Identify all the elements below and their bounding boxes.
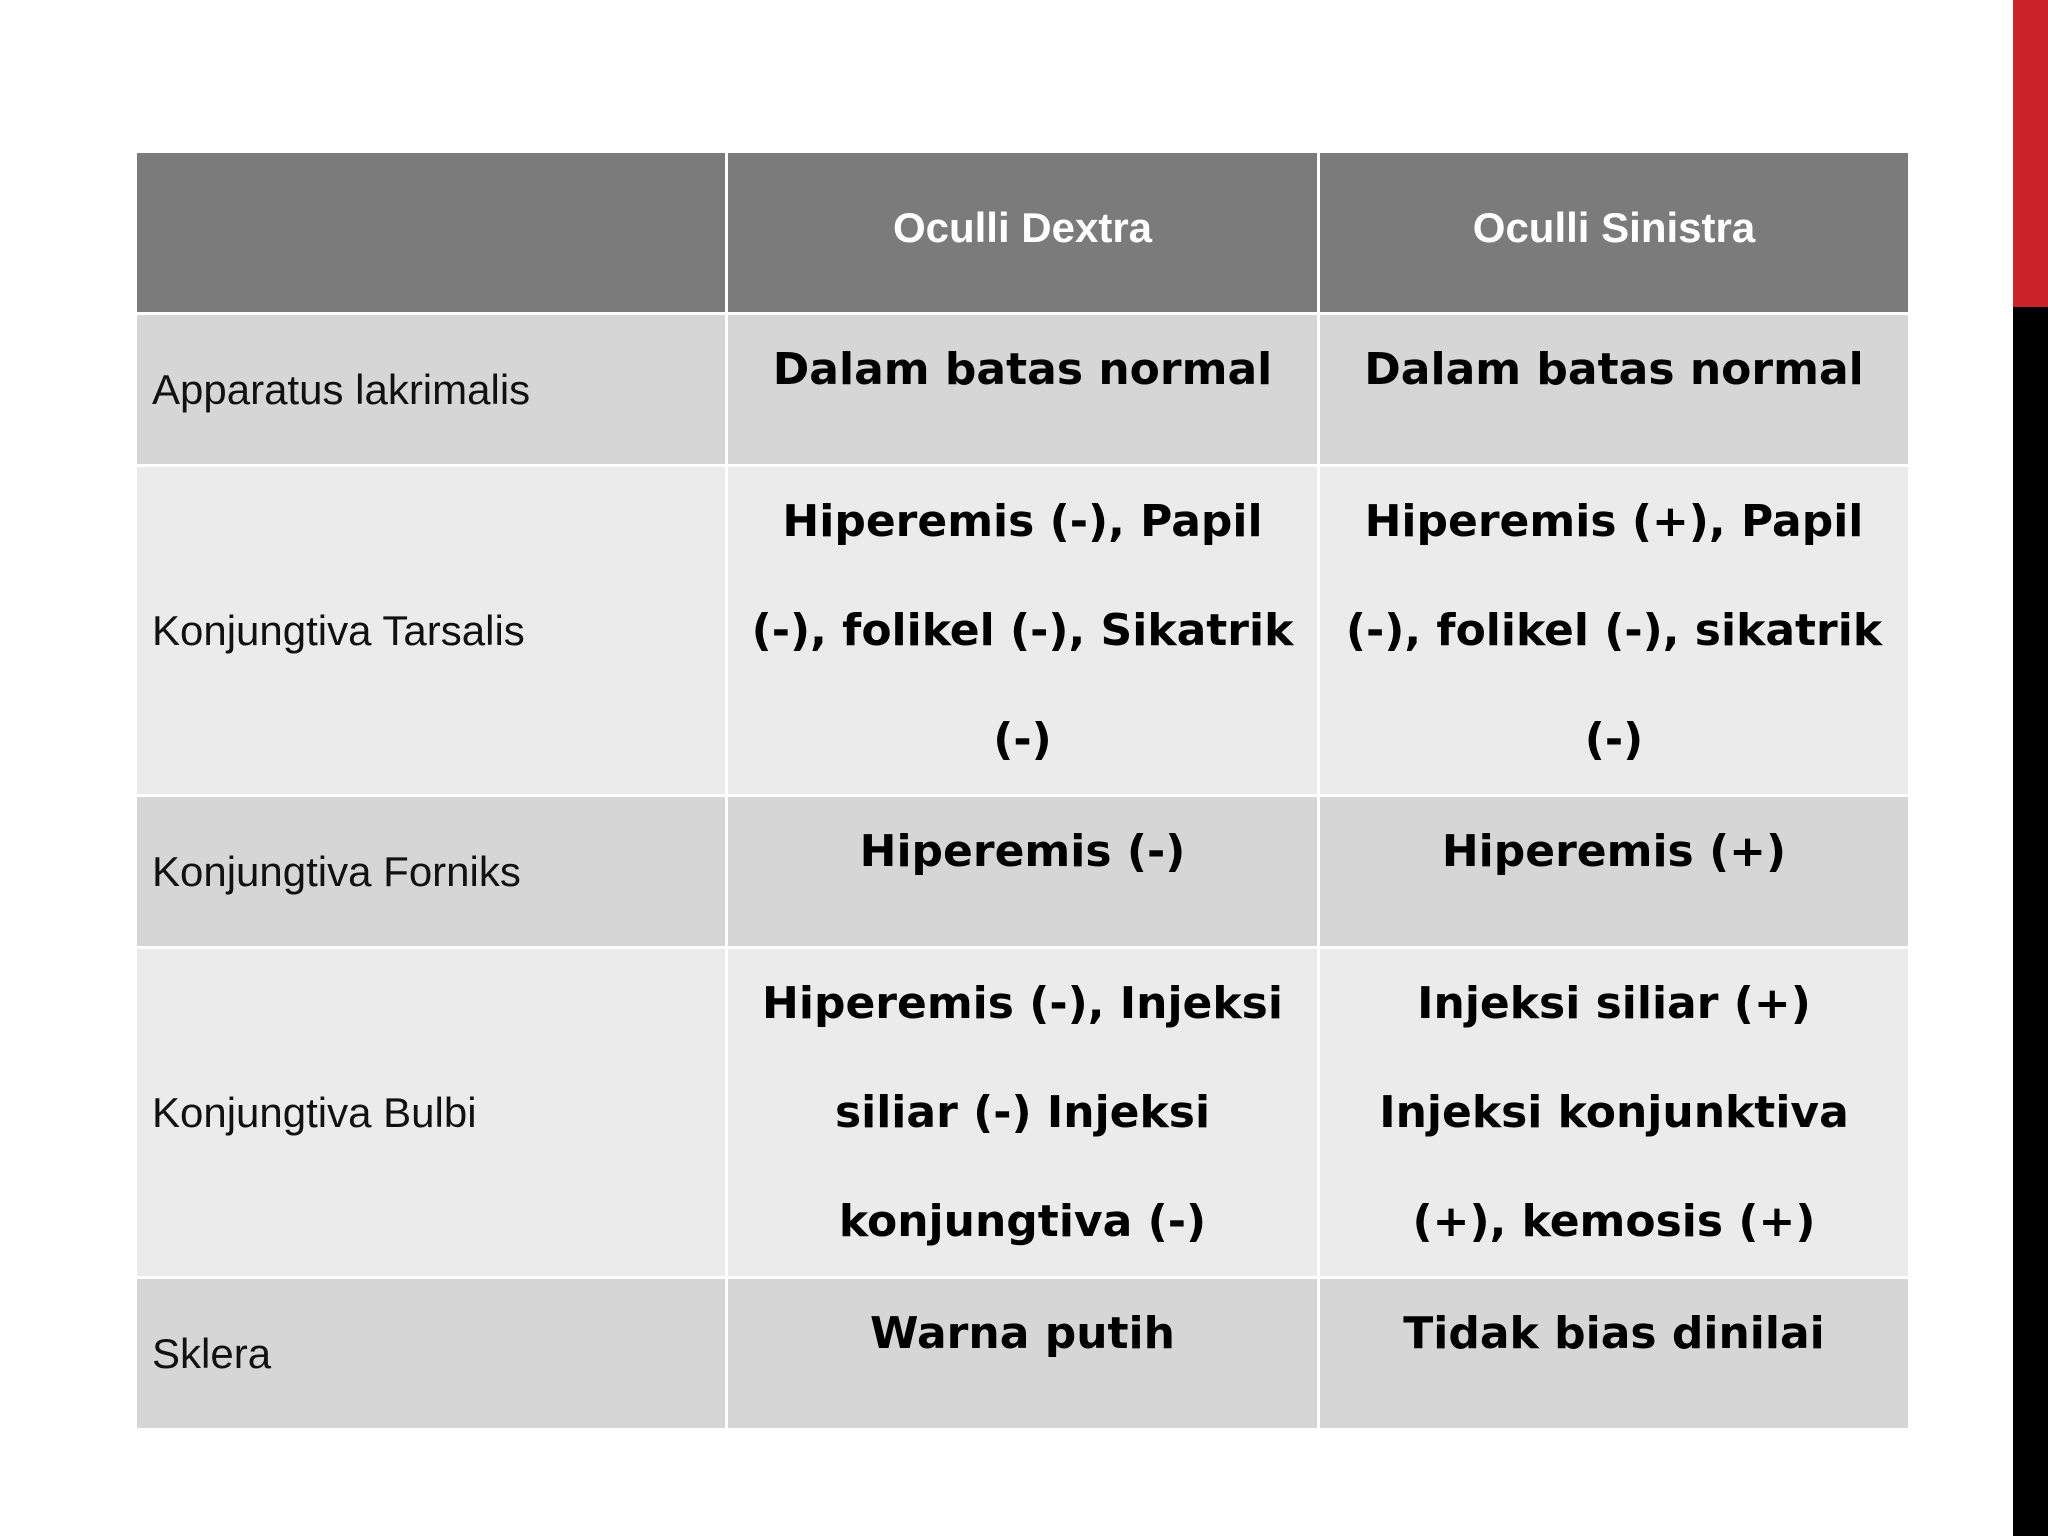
od-value: Warna putih [728,1279,1317,1428]
table-row [137,797,1908,946]
os-value: Hiperemis (+) [1320,797,1908,946]
row-label: Apparatus lakrimalis [137,315,725,464]
side-bar-black-band [2013,307,2048,1536]
os-value: Hiperemis (+), Papil (-), folikel (-), sikatrik (-) [1320,467,1908,794]
header-empty-cell [137,153,725,312]
row-label: Konjungtiva Tarsalis [137,467,725,794]
table-row [137,949,1908,1276]
table-row [137,1279,1908,1428]
header-oculli-sinistra: Oculli Sinistra [1320,153,1908,312]
od-value: Hiperemis (-) [728,797,1317,946]
row-label: Sklera [137,1279,725,1428]
od-value: Hiperemis (-), Papil (-), folikel (-), Sikatrik (-) [728,467,1317,794]
os-value: Dalam batas normal [1320,315,1908,464]
od-value: Hiperemis (-), Injeksi siliar (-) Injeksi konjungtiva (-) [728,949,1317,1276]
os-value: Injeksi siliar (+) Injeksi konjunktiva (+), kemosis (+) [1320,949,1908,1276]
eye-exam-table [134,150,1911,1431]
table-header-row [137,153,1908,312]
side-bar-red-accent [2013,0,2048,307]
os-value: Tidak bias dinilai [1320,1279,1908,1428]
slide-side-bar [2013,0,2048,1536]
od-value: Dalam batas normal [728,315,1317,464]
row-label: Konjungtiva Bulbi [137,949,725,1276]
header-oculli-dextra: Oculli Dextra [728,153,1317,312]
table-row [137,467,1908,794]
row-label: Konjungtiva Forniks [137,797,725,946]
table-row [137,315,1908,464]
